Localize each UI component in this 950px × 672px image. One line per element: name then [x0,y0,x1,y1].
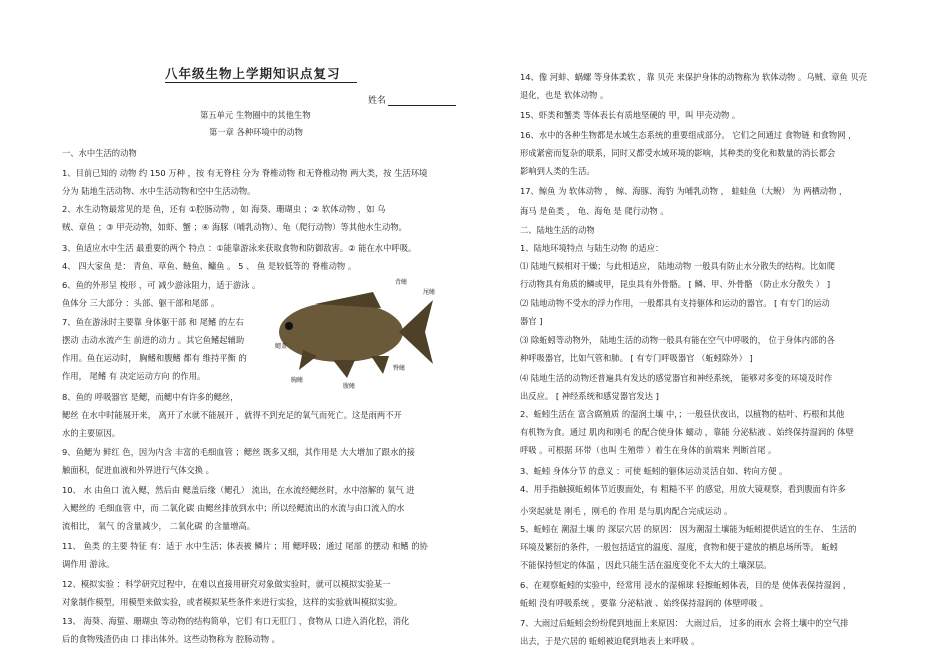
text-line: 入鳃丝的 毛细血管 中，而 二氧化碳 由鳃丝排放到水中；所以经鳃流出的水流与由口流入的水 [62,503,405,513]
fish-eye [285,322,293,330]
text-line: 出去，于是穴居的 蚯蚓被迫爬到地表上来呼吸 。 [520,636,700,646]
text-line: 8、鱼的 呼吸器官 是鳃，而鳃中有许多的鳃丝， [62,392,239,402]
text-line: 呼吸 。可根据 环带（也叫 生殖带 ）着生在身体的前端来 判断首尾 。 [520,445,777,455]
text-line: 作用。鱼在运动时， 胸鳍和腹鳍 都有 维持平衡 的 [62,353,247,363]
text-line: 后的食物残渣仍由 口 排出体外。这些动物称为 腔肠动物 。 [62,634,280,644]
fish-label-anal: 臀鳍 [393,365,406,372]
text-line: 6、鱼的外形呈 梭形 ，可 减少游泳阻力，适于游泳 。 [62,280,261,290]
text-line: 贼、章鱼 ；③ 甲壳动物，如虾、蟹 ；④ 海豚（哺乳动物）、龟（爬行动物）等其他水生动物。 [62,222,407,232]
text-line: 退化，也是 软体动物 。 [520,90,609,100]
text-line: 作用， 尾鳍 有 决定运动方向 的作用。 [62,371,206,381]
text-line: 鱼体分 三大部分 ：头部、躯干部和尾部 。 [62,298,220,308]
text-line: 17、鲸鱼 为 软体动物 ， 鲸、海豚、海豹 为哺乳动物 ， 蛙蛙鱼（大鲵） 为 两栖动物 ， [520,186,848,196]
text-line: 2、水生动物最常见的是 鱼，还有 ①腔肠动物 ，如 海葵、珊瑚虫 ；② 软体动物 ，如 乌 [62,204,386,214]
fish-label-dorsal: 背鳍 [395,279,408,286]
text-line: 14、像 河蚌、蜗螺 等身体柔软 ，靠 贝壳 来保护身体的动物称为 软体动物 。乌贼、章鱼 贝壳 [520,72,867,82]
text-line: 1、陆地环境特点 与陆生动物 的适应： [520,243,664,253]
text-line: 行动物具有角质的鳞或甲，昆虫具有外骨骼。 [ 鳞、甲、外骨骼 （防止水分散失 ） ] [520,279,831,289]
text-line: 13、 海葵、海蜇、珊瑚虫 等动物的结构简单，它们 有口无肛门 ，食物从 口进入消化腔，消化 [62,616,410,626]
chapter-heading: 第一章 各种环境中的动物 [209,127,303,137]
text-line: 调作用 游泳。 [62,559,115,569]
text-line: 蚯蚓 没有呼吸系统 ，要靠 分泌粘液 、始终保持湿润的 体壁呼吸 。 [520,598,769,608]
text-line: 4、用手指触摸蚯蚓体节近腹面处，有 粗糙不平 的感觉，用放大镜观察，看到腹面有许多 [520,484,846,494]
text-line: 水的主要原因。 [62,428,121,438]
text-line: 海马 是鱼类 ， 龟、海龟 是 爬行动物 。 [520,206,669,216]
text-line: 环境及繁衍的条件，一般包括适宜的温度、湿度，食物和便于建放的栖息场所等。 蚯蚓 [520,542,838,552]
fish-label-pectoral: 胸鳍 [291,377,304,384]
text-line: 16、水中的各种生物都是水域生态系统的重要组成部分。 它们之间通过 食物链 和食物网 ， [520,130,857,140]
text-line: ⑴ 陆地气候相对干燥；与此相适应， 陆地动物 一般具有防止水分散失的结构。比如爬 [520,261,835,271]
text-line: 9、鱼鳃为 鲜红 色，因为内含 丰富的毛细血管 ；鳃丝 既多又细，其作用是 大大增加了跟水的接 [62,447,415,457]
fish-anal-fin [371,356,389,374]
text-line: 1、目前已知的 动物 约 150 万种 ，按 有无脊柱 分为 脊椎动物 和无脊椎动物 两大类，按 生活环境 [62,168,428,178]
fish-body [279,302,403,362]
fish-diagram [263,270,443,390]
text-line: 流相比， 氧气 的含量减少， 二氧化碳 的含量增高。 [62,521,256,531]
page-title: 八年级生物上学期知识点复习 [165,64,357,83]
text-line: 有机物为食。通过 肌肉和刚毛 的配合使身体 蠕动 ，靠能 分泌粘液 、始终保持湿润的 体壁 [520,427,854,437]
text-line: 7、鱼在游泳时主要靠 身体躯干部 和 尾鳍 的左右 [62,317,244,327]
text-line: 2、蚯蚓生活在 富含腐殖质 的湿润土壤 中，；一般昼伏夜出，以植物的枯叶、朽根和其他 [520,409,845,419]
text-line: ⑶ 除蚯蚓等动物外， 陆地生活的动物一般具有能在空气中呼吸的， 位于身体内部的各 [520,335,835,345]
text-line: 小突起就是 刚毛 ，刚毛的 作用 是与肌肉配合完成运动 。 [520,506,733,516]
text-line: 15、虾类和蟹类 等体表长有质地坚硬的 甲，叫 甲壳动物 。 [520,110,741,120]
fish-tail-fin [399,300,433,364]
name-blank [388,95,456,106]
text-line: 11、 鱼类 的主要 特征 有：适于 水中生活；体表被 鳞片 ；用 鳃呼吸；通过 尾部 的摆动 和鳍 的协 [62,541,428,551]
text-line: 形成紧密而复杂的联系，同时又都受水域环境的影响，其种类的变化和数量的消长都会 [520,148,836,158]
unit-heading: 第五单元 生物圈中的其他生物 [200,110,311,120]
text-line: ⑷ 陆地生活的动物还普遍具有发达的感觉器官和神经系统， 能够对多变的环境及时作 [520,373,833,383]
text-line: 出反应。 [ 神经系统和感觉器官发达 ] [520,391,659,401]
text-line: 7、大雨过后蚯蚓会纷纷爬到地面上来原因： 大雨过后， 过多的雨水 会将土壤中的空气排 [520,618,849,628]
text-line: 10、 水 由鱼口 流入鳃，然后由 鳃盖后缘（鳃孔） 流出，在水流经鳃丝时，水中溶解的 氧气 进 [62,485,415,495]
text-line: 12、模拟实验 ：科学研究过程中，在难以直接用研究对象做实验时，就可以模拟实验某一 [62,579,391,589]
text-line: 3、蚯蚓 身体分节 的意义 ：可使 蚯蚓的躯体运动灵活自如、转向方便 。 [520,466,788,476]
text-line: 5、蚯蚓在 潮湿土壤 的 深层穴居 的原因： 因为潮湿土壤能为蚯蚓提供适宜的生存、 生活的 [520,524,857,534]
text-line: 4、 四大家鱼 是： 青鱼、草鱼、鲢鱼、鳙鱼 。 5 、 鱼 是较低等的 脊椎动物 。 [62,261,357,271]
text-line: 3、鱼适应水中生活 最重要的两个 特点 ：①能靠游泳来获取食物和防御敌害。② 能在水中呼吸。 [62,243,417,253]
text-line: 6、在观察蚯蚓的实验中，经常用 浸水的湿棉球 轻擦蚯蚓体表，目的是 使体表保持湿润 ， [520,580,852,590]
text-line: ⑵ 陆地动物不受水的浮力作用，一般都具有支持躯体和运动的器官。 [ 有专门的运动 [520,298,830,308]
name-label: 姓名 [368,96,387,106]
name-field [368,93,456,106]
text-line: 摆动 击动水流产生 前进的动力 。其它鱼鳍起辅助 [62,335,245,345]
text-line: 一、水中生活的动物 [62,148,137,158]
fish-label-tail: 尾鳍 [423,289,436,296]
text-line: 种呼吸器官，比如气管和肺。 [ 有专门呼吸器官 （蚯蚓除外） ] [520,353,753,363]
text-line: 影响到人类的生活。 [520,166,595,176]
fish-label-operculum: 鳃盖 [275,343,288,350]
text-line: 对象制作模型，用模型来做实验，或者模拟某些条件来进行实验，这样的实验就叫模拟实验。 [62,597,403,607]
text-line: 器官 ] [520,316,543,326]
text-line: 不能保持恒定的体温 ，因此只能生活在温度变化不太大的土壤深层。 [520,560,772,570]
fish-pelvic-fin [333,360,355,378]
text-line: 触面积，促进血液和外界进行气体交换 。 [62,465,214,475]
text-line: 分为 陆地生活动物、水中生活动物和空中生活动物。 [62,186,256,196]
text-line: 二、陆地生活的动物 [520,225,595,235]
fish-label-pelvic: 腹鳍 [343,383,356,390]
text-line: 鳃丝 在水中时能展开来， 离开了水就不能展开 ，就得不到充足的氧气而死亡。这是雨两不开 [62,410,402,420]
